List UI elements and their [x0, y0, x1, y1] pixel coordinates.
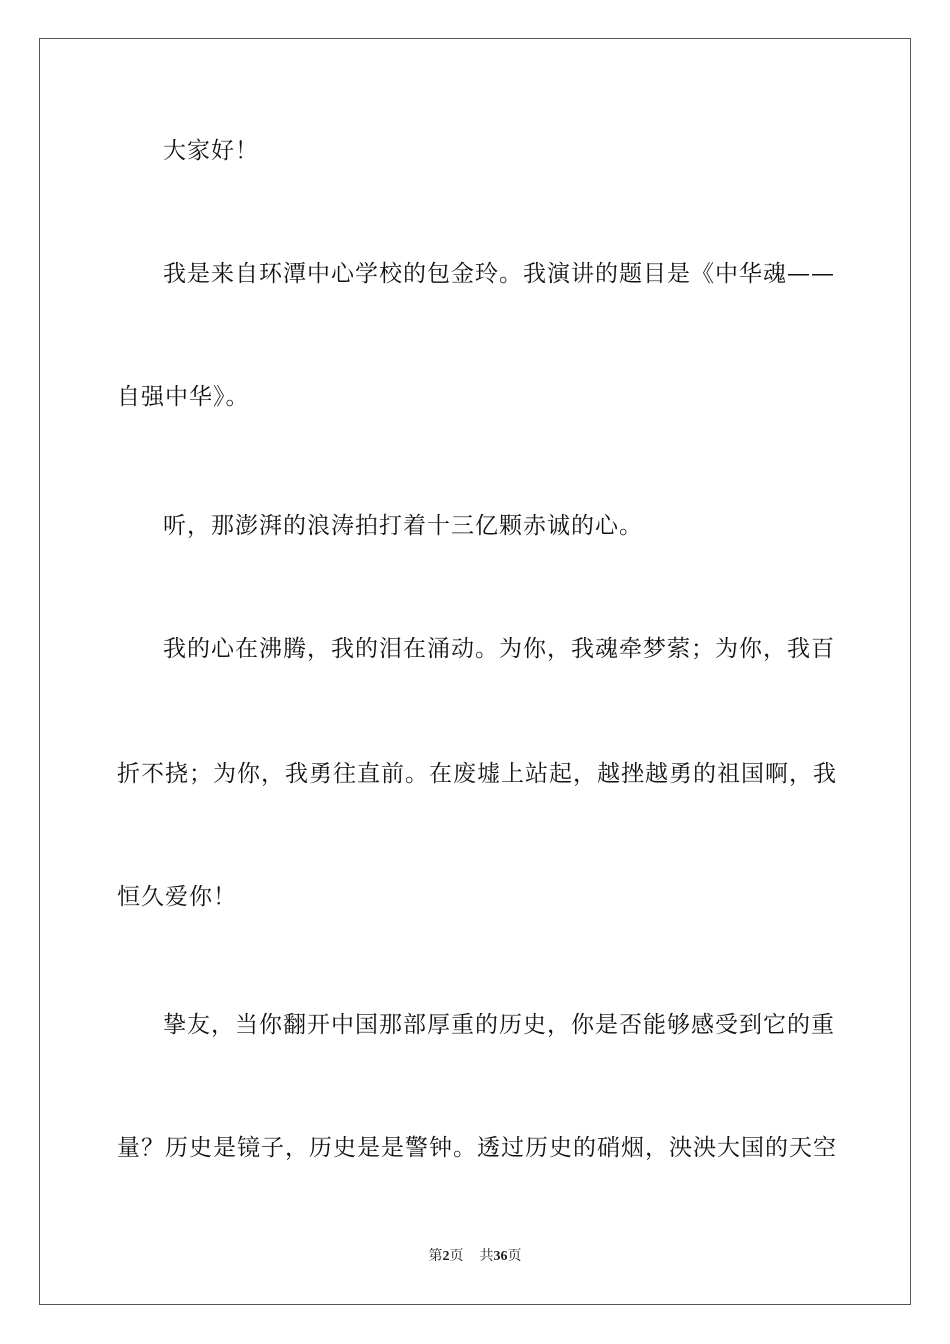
page-prefix: 第: [428, 1249, 443, 1264]
text-line-perseverance: 折不挠；为你，我勇往直前。在废墟上站起，越挫越勇的祖国啊，我: [117, 761, 837, 787]
text-line-listen: 听，那澎湃的浪涛拍打着十三亿颗赤诚的心。: [163, 513, 643, 539]
text-line-history: 量？历史是镜子，历史是是警钟。透过历史的硝烟，泱泱大国的天空: [117, 1135, 837, 1161]
total-prefix: 共: [479, 1249, 494, 1264]
page-number: 2: [442, 1249, 450, 1264]
text-line-love: 恒久爱你！: [117, 884, 237, 910]
total-pages: 36: [493, 1249, 508, 1264]
text-line-greeting: 大家好！: [163, 138, 259, 164]
text-line-title-end: 自强中华》。: [117, 384, 250, 410]
page-border: [39, 38, 911, 1305]
text-line-friend: 挚友，当你翻开中国那部厚重的历史，你是否能够感受到它的重: [163, 1012, 835, 1038]
total-suffix: 页: [507, 1249, 522, 1264]
text-line-heart: 我的心在沸腾，我的泪在涌动。为你，我魂牵梦萦；为你，我百: [163, 636, 835, 662]
page-footer: [0, 1247, 950, 1267]
text-line-intro: 我是来自环潭中心学校的包金玲。我演讲的题目是《中华魂——: [163, 261, 835, 287]
page-suffix: 页: [449, 1249, 464, 1264]
